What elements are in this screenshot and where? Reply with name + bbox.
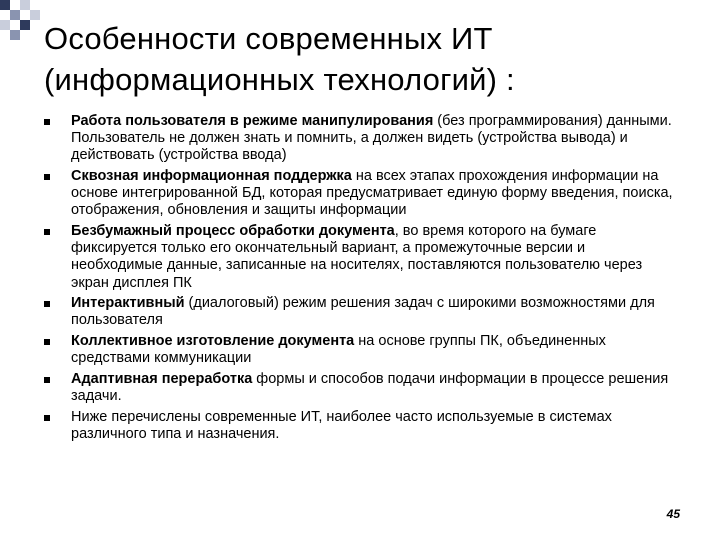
bullet-bold-text: Безбумажный процесс обработки документа: [71, 223, 395, 239]
square-bullet-icon: [44, 119, 50, 125]
bullet-bold-text: Интерактивный: [71, 295, 185, 312]
bullet-bold-text: Коллективное изготовление документа: [71, 333, 355, 349]
deco-square: [10, 30, 20, 40]
square-bullet-icon: [44, 415, 50, 421]
deco-square: [0, 20, 10, 30]
bullet-text: на всех этапах прохождения информации на основе интегрированной БД, которая предусматривает единую форму введения, поиска, отображения, обновления и защиты информации: [71, 168, 673, 219]
bullet-item: [40, 295, 680, 329]
bullet-bold-text: Адаптивная переработка: [71, 370, 253, 387]
bullet-bold-text: Работа пользователя в режиме манипулирования: [71, 113, 434, 129]
deco-square: [30, 10, 40, 20]
square-bullet-icon: [44, 174, 50, 180]
bullet-text: на основе группы ПК, объединенных средствами коммуникации: [71, 333, 606, 367]
bullet-text: формы и способов подачи информации в процессе решения задачи.: [71, 370, 669, 404]
deco-square: [20, 0, 30, 10]
square-bullet-icon: [44, 339, 50, 345]
square-bullet-icon: [44, 229, 50, 235]
deco-square: [0, 0, 10, 10]
deco-square: [10, 10, 20, 20]
bullet-item: [40, 113, 680, 165]
slide-title: [44, 18, 704, 100]
bullet-text: (без программирования) данными. Пользователь не должен знать и помнить, а должен видеть (устройства вывода) и действовать (устройства ввода): [71, 113, 672, 164]
bullet-text: Ниже перечислены современные ИТ, наиболее часто используемые в системах различного типа и назначения.: [71, 408, 612, 442]
bullet-item: [40, 168, 680, 220]
bullet-list: [40, 113, 680, 446]
slide-title-line2: (информационных технологий) :: [44, 62, 515, 97]
bullet-text: (диалоговый) режим решения задач с широкими возможностями для пользователя: [71, 295, 655, 329]
page-number: 45: [666, 507, 680, 521]
bullet-item: [40, 333, 680, 367]
square-bullet-icon: [44, 377, 50, 383]
bullet-item: [40, 223, 680, 292]
deco-square: [20, 20, 30, 30]
square-bullet-icon: [44, 301, 50, 307]
slide-title-line1: Особенности современных ИТ: [44, 21, 493, 56]
bullet-bold-text: Сквозная информационная поддержка: [71, 168, 352, 184]
bullet-text: , во время которого на бумаге фиксируется только его окончательный вариант, а промежуточные версии и необходимые данные, записанные на носителях, поставляются пользователю через экран дисплея ПК: [71, 223, 643, 291]
bullet-item: [40, 409, 680, 443]
bullet-item: [40, 371, 680, 405]
